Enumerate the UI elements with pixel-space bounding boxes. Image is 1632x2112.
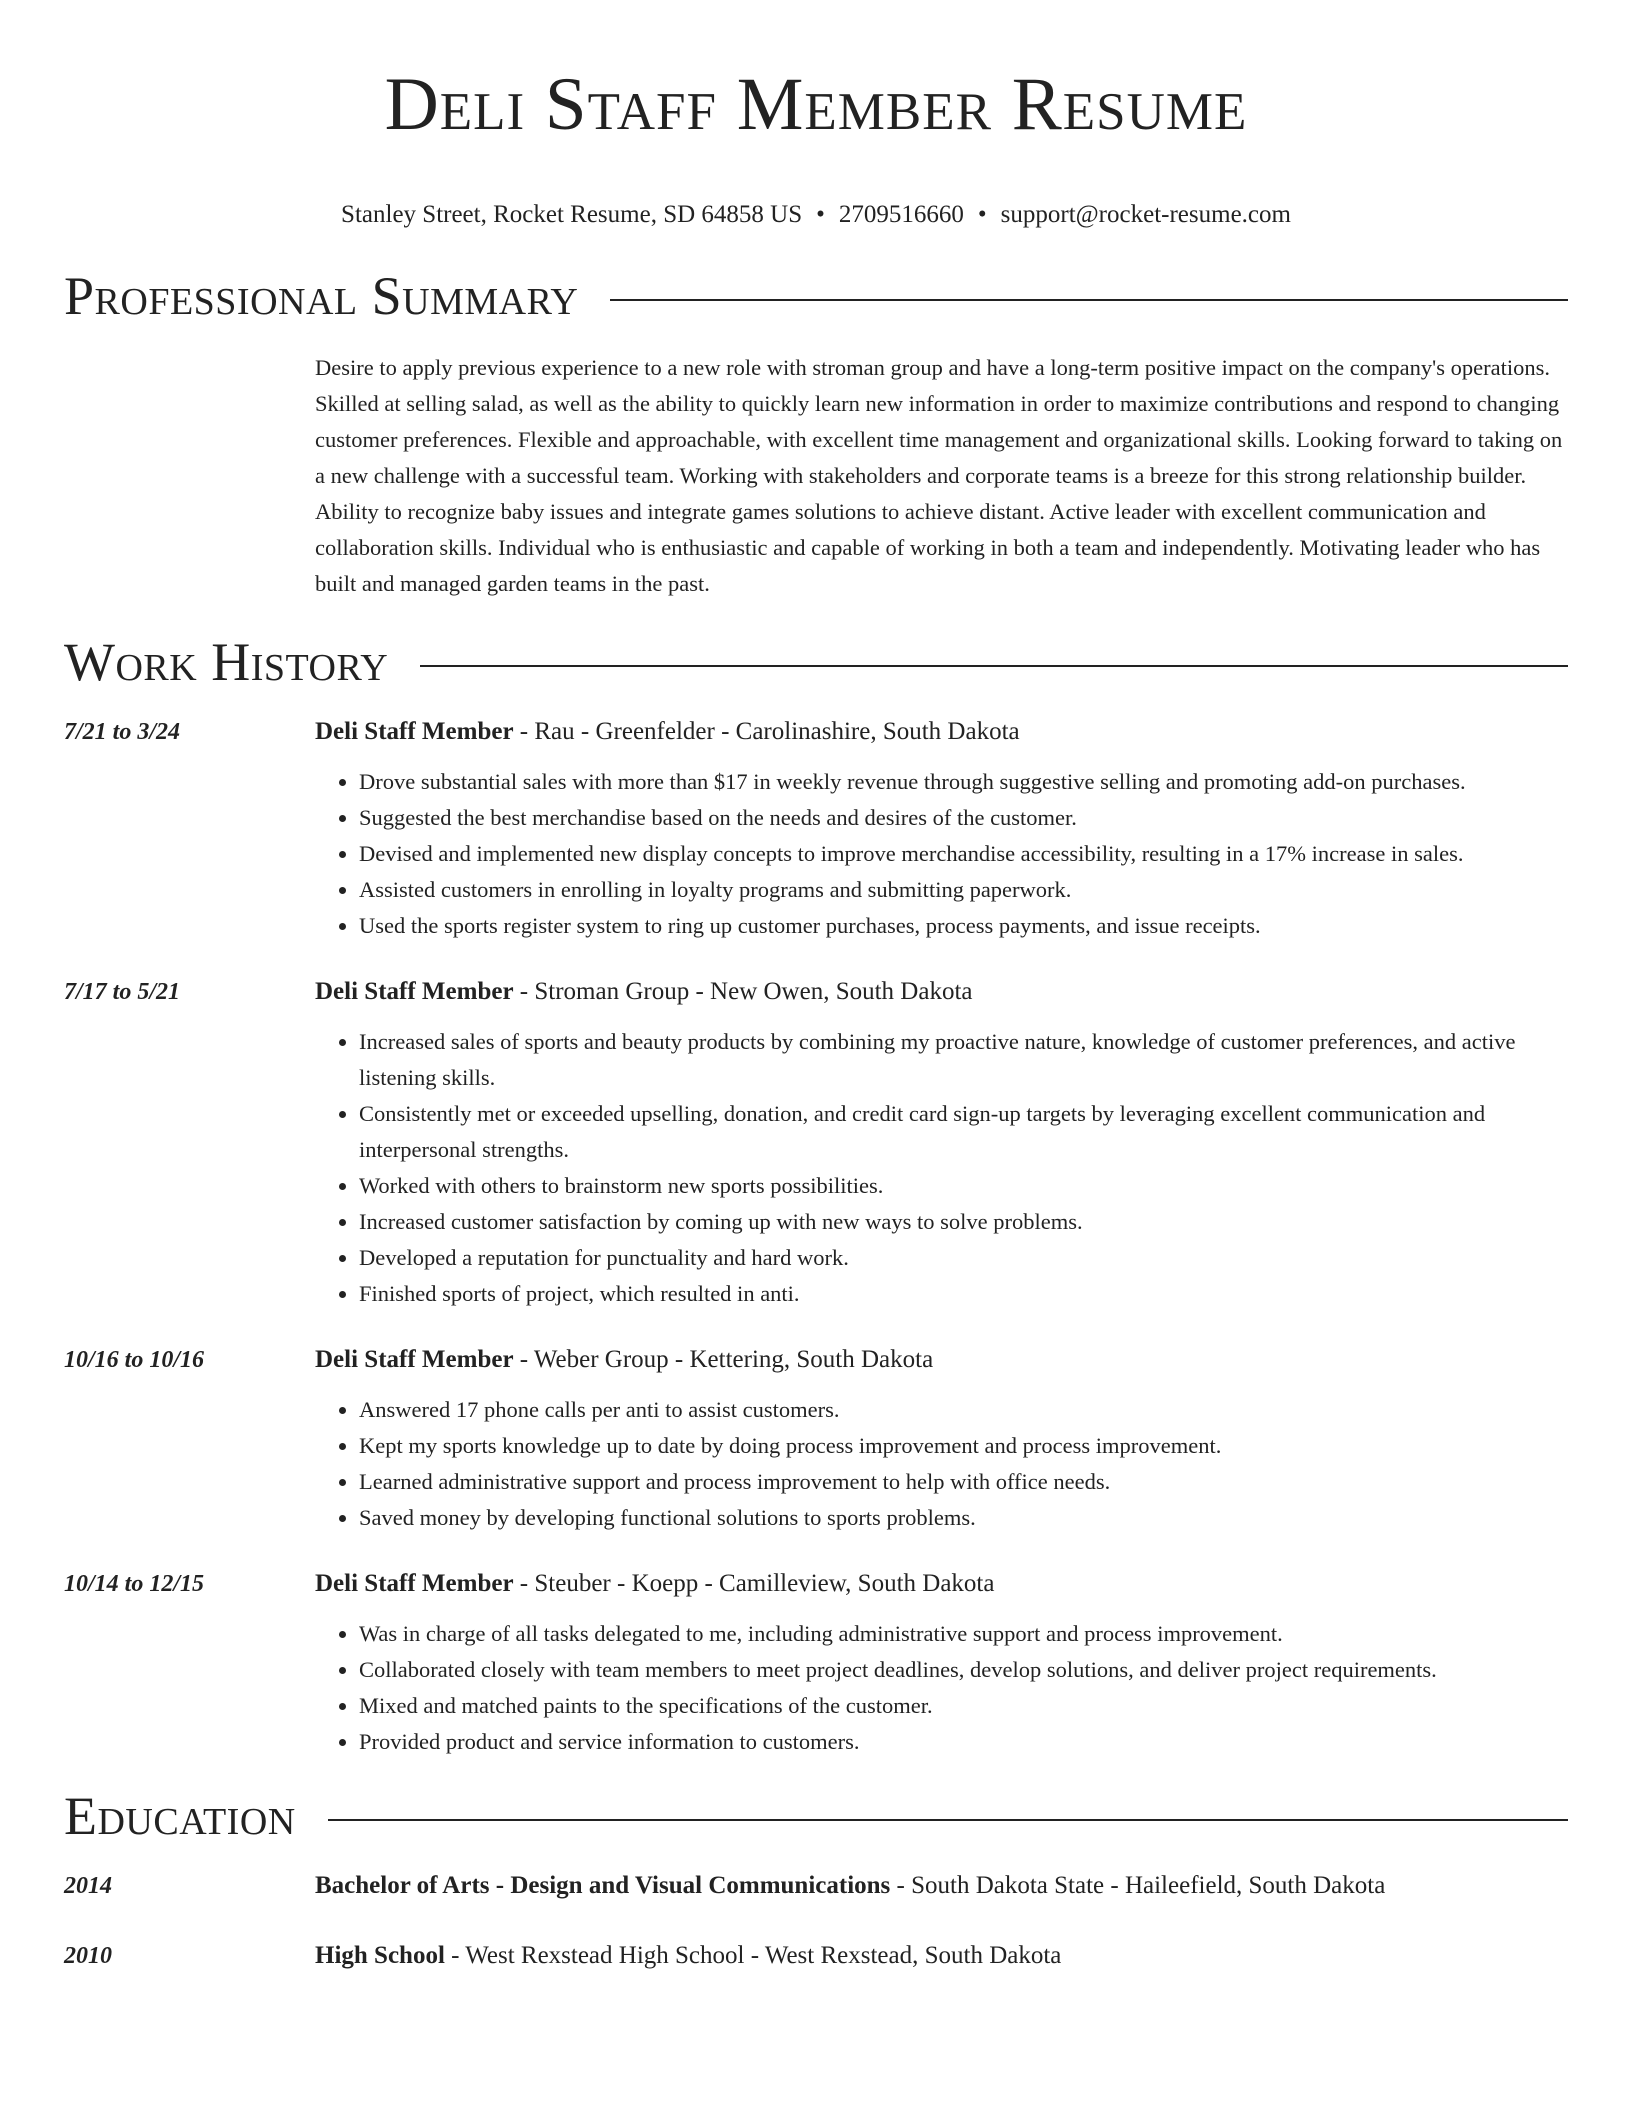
job-bullet: • Increased sales of sports and beauty products by combining my proactive nature, knowledge of customer preferences, and active listening skills. — [359, 1024, 1568, 1096]
education-entry — [64, 1938, 1568, 1974]
summary-text: Desire to apply previous experience to a new role with stroman group and have a long-term positive impact on the company's operations. Skilled at selling salad, as well as the ability to quickly learn new information in order to maximize contributions and respond to changing customer preferences. Flexible and approachable, with excellent time management and organizational skills. Looking forward to taking on a new challenge with a successful team. Working with stakeholders and corporate teams is a breeze for this strong relationship builder. Ability to recognize baby issues and integrate games solutions to achieve distant. Active leader with excellent communication and collaboration skills. Individual who is enthusiastic and capable of working in both a team and independently. Motivating leader who has built and managed garden teams in the past. — [315, 355, 1563, 597]
job-bullets — [315, 764, 1568, 944]
job-position: Deli Staff Member — [315, 978, 514, 1006]
job-bullet: • Collaborated closely with team members to meet project deadlines, develop solutions, and deliver project requirements. — [359, 1652, 1568, 1688]
job-bullet: • Saved money by developing functional solutions to sports problems. — [359, 1500, 1568, 1536]
job-dates: 10/14 to 12/15 — [64, 1571, 205, 1598]
education-entry — [64, 1868, 1568, 1904]
contact-email: support@rocket-resume.com — [1000, 201, 1291, 229]
job-bullet: • Drove substantial sales with more than $17 in weekly revenue through suggestive selling and promoting add-on purchases. — [359, 764, 1568, 800]
job-heading — [315, 1566, 1568, 1602]
education-year: 2010 — [64, 1943, 112, 1970]
education-year: 2014 — [64, 1873, 112, 1900]
job-position: Deli Staff Member — [315, 718, 514, 746]
job-bullet: • Learned administrative support and process improvement to help with office needs. — [359, 1464, 1568, 1500]
contact-phone: 2709516660 — [838, 201, 964, 229]
job-bullet: • Consistently met or exceeded upselling, donation, and credit card sign-up targets by leveraging excellent communication and interpersonal strengths. — [359, 1096, 1568, 1168]
job-details: - Steuber - Koepp - Camilleview, South Dakota — [513, 1570, 995, 1598]
job-bullet: • Was in charge of all tasks delegated to me, including administrative support and process improvement. — [359, 1616, 1568, 1652]
job-bullet: • Suggested the best merchandise based on the needs and desires of the customer. — [359, 800, 1568, 836]
section-divider — [420, 665, 1568, 667]
education-body — [315, 1938, 1061, 1974]
education-degree: Bachelor of Arts - Design and Visual Communications — [315, 1872, 891, 1900]
education-heading: Education — [64, 1786, 296, 1847]
job-bullet: • Used the sports register system to ring up customer purchases, process payments, and issue receipts. — [359, 908, 1568, 944]
job-bullet: • Kept my sports knowledge up to date by doing process improvement and process improvement. — [359, 1428, 1568, 1464]
work-heading: Work History — [64, 632, 389, 693]
job-body — [315, 974, 1568, 1312]
job-dates: 7/17 to 5/21 — [64, 979, 181, 1006]
job-bullet: • Developed a reputation for punctuality and hard work. — [359, 1240, 1568, 1276]
job-details: - Rau - Greenfelder - Carolinashire, South Dakota — [513, 718, 1020, 746]
job-bullets — [315, 1024, 1568, 1312]
job-entry — [64, 974, 1568, 1312]
job-entry — [64, 714, 1568, 944]
section-divider — [328, 1819, 1568, 1821]
job-bullet: • Devised and implemented new display concepts to improve merchandise accessibility, resulting in a 17% increase in sales. — [359, 836, 1568, 872]
job-body — [315, 714, 1568, 944]
job-heading — [315, 1342, 1568, 1378]
job-details: - Weber Group - Kettering, South Dakota — [513, 1346, 934, 1374]
education-body — [315, 1868, 1385, 1904]
job-heading — [315, 974, 1568, 1010]
summary-heading: Professional Summary — [64, 266, 579, 327]
education-section-header — [64, 1784, 1568, 1848]
job-position: Deli Staff Member — [315, 1570, 514, 1598]
contact-address: Stanley Street, Rocket Resume, SD 64858 US — [341, 201, 803, 229]
section-divider — [610, 299, 1568, 301]
resume-title: Deli Staff Member Resume — [384, 63, 1248, 146]
job-body — [315, 1342, 1568, 1536]
job-bullets — [315, 1616, 1568, 1760]
job-heading — [315, 714, 1568, 750]
education-details: - West Rexstead High School - West Rexstead, South Dakota — [444, 1942, 1062, 1970]
job-bullet: • Worked with others to brainstorm new sports possibilities. — [359, 1168, 1568, 1204]
job-bullet: • Assisted customers in enrolling in loyalty programs and submitting paperwork. — [359, 872, 1568, 908]
contact-separator: • — [816, 201, 825, 229]
resume-page — [64, 0, 1568, 1974]
job-bullet: • Finished sports of project, which resulted in anti. — [359, 1276, 1568, 1312]
job-bullet: • Answered 17 phone calls per anti to assist customers. — [359, 1392, 1568, 1428]
job-dates: 7/21 to 3/24 — [64, 719, 181, 746]
contact-line — [64, 200, 1568, 230]
job-body — [315, 1566, 1568, 1760]
job-position: Deli Staff Member — [315, 1346, 514, 1374]
job-bullets — [315, 1392, 1568, 1536]
education-degree: High School — [315, 1942, 445, 1970]
summary-section-header — [64, 264, 1568, 328]
job-bullet: • Mixed and matched paints to the specifications of the customer. — [359, 1688, 1568, 1724]
job-bullet: • Provided product and service information to customers. — [359, 1724, 1568, 1760]
contact-separator: • — [977, 201, 987, 229]
education-details: - South Dakota State - Haileefield, South Dakota — [890, 1872, 1386, 1900]
job-entry — [64, 1342, 1568, 1536]
work-section-header — [64, 630, 1568, 694]
job-dates: 10/16 to 10/16 — [64, 1347, 205, 1374]
job-bullet: • Increased customer satisfaction by coming up with new ways to solve problems. — [359, 1204, 1568, 1240]
job-details: - Stroman Group - New Owen, South Dakota — [513, 978, 973, 1006]
job-entry — [64, 1566, 1568, 1760]
